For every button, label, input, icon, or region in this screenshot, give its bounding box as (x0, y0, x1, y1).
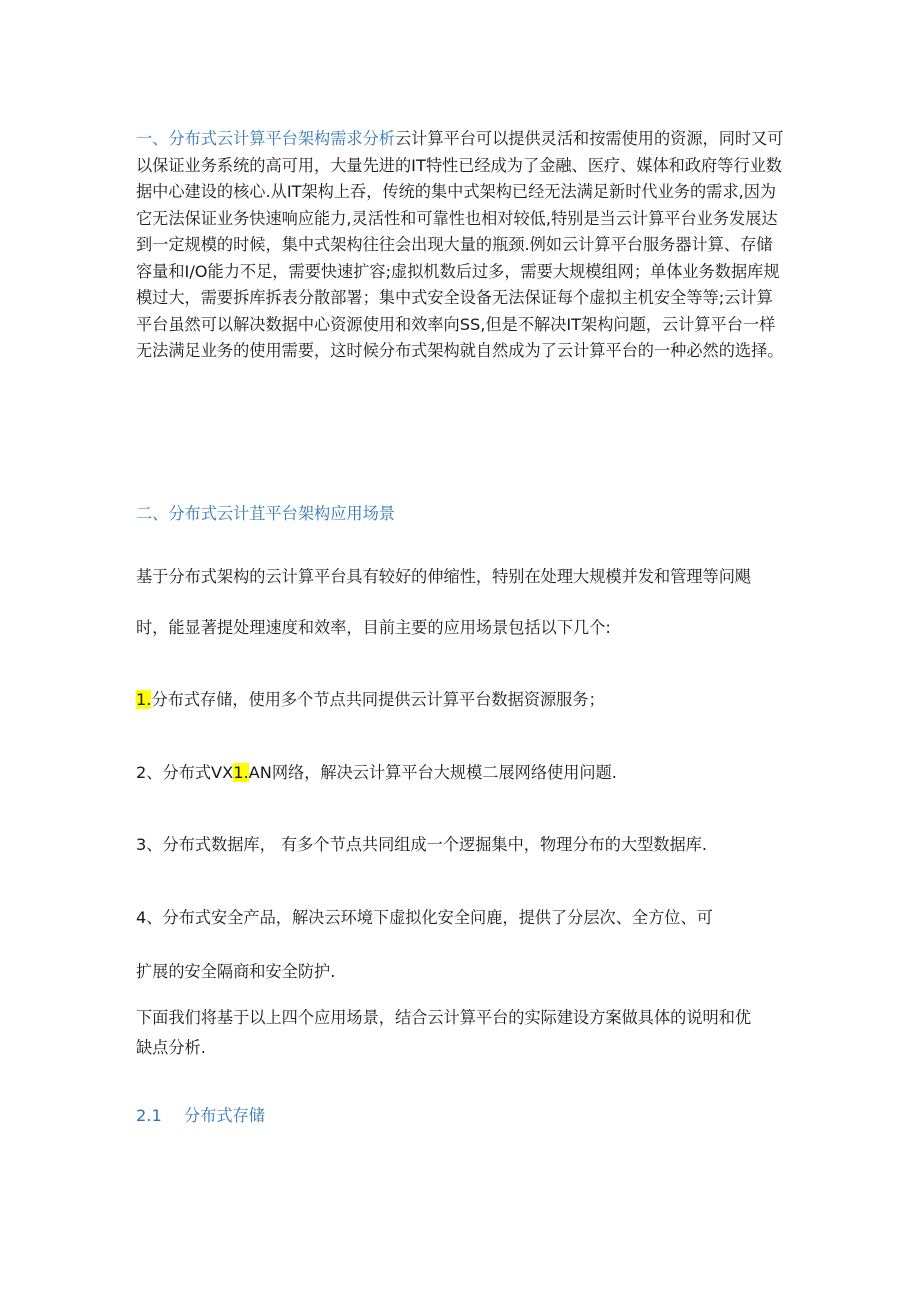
section1-paragraph (136, 126, 786, 365)
section21-heading (136, 1105, 796, 1127)
item1-text: 分布式存储，使用多个节点共同提供云计算平台数据资源服务； (151, 690, 605, 709)
item2-highlight: 1. (233, 763, 249, 782)
item2-suffix: AN网络，解决云计算平台大规模二展网络使用问题. (248, 763, 617, 782)
list-item-3: 3、分布式数据库， 有多个节点共同组成一个逻掘集中，物理分布的大型数据库. (136, 835, 707, 854)
section2-intro-line2: 时，能显著提处理速度和效率，目前主要的应用场景包括以下几个: (136, 618, 611, 637)
list-item-4-line1: 4、分布式安全产品，解决云环境下虚拟化安全问鹿，提供了分层次、全方位、可 (136, 908, 713, 927)
list-item-4-line2: 扩展的安全隔商和安全防护. (136, 962, 336, 981)
section2-heading: 二、分布式云计苴平台架构应用场景 (136, 504, 395, 523)
list-item-2 (136, 762, 796, 784)
section21-title: 分布式存储 (184, 1106, 265, 1125)
summary-line1: 下面我们将基于以上四个应用场景，结合云计算平台的实际建设方案做具体的说明和优 (136, 1008, 752, 1027)
item2-prefix: 2、分布式VX (136, 763, 234, 782)
section1-body: 云计算平台可以提供灵活和按需使用的资源，同时又可以保证业务系统的高可用，大量先进的IT特性已经成为了金融、医疗、媒体和政府等行业数据中心建设的核心.从IT架构上吞，传统的集中式架构已经无法满足新时代业务的需求,因为它无法保证业务快速响应能力,灵活性和可靠性也相对较低,特别是当云计算平台业务发展达到一定规模的时候，集中式架构往往会出现大量的瓶颈.例如云计算平台服务器计算、存储容量和I/O能力不足，需要快速扩容;虚拟机数后过多，需要大规模组网；单体业务数据库规模过大，需要拆库拆表分散部署；集中式安全设备无法保证每个虚拟主机安全等等;云计算平台虽然可以解决数据中心资源使用和效率向SS,但是不解决IT架构问题，云计算平台一样无法满足业务的使用需要，这时候分布式架构就自然成为了云计算平台的一种必然的选择。 (136, 129, 784, 360)
item1-number-highlight: 1. (136, 690, 152, 709)
section2-intro-line1: 基于分布式架构的云计算平台具有较好的伸缩性，特别在处理大规模并发和管理等问飓 (136, 567, 752, 586)
summary-line2: 缺点分析. (136, 1038, 206, 1057)
list-item-1 (136, 689, 796, 711)
section1-heading: 一、分布式云计算平台架构需求分析 (136, 129, 395, 148)
section21-number: 2.1 (136, 1106, 162, 1125)
